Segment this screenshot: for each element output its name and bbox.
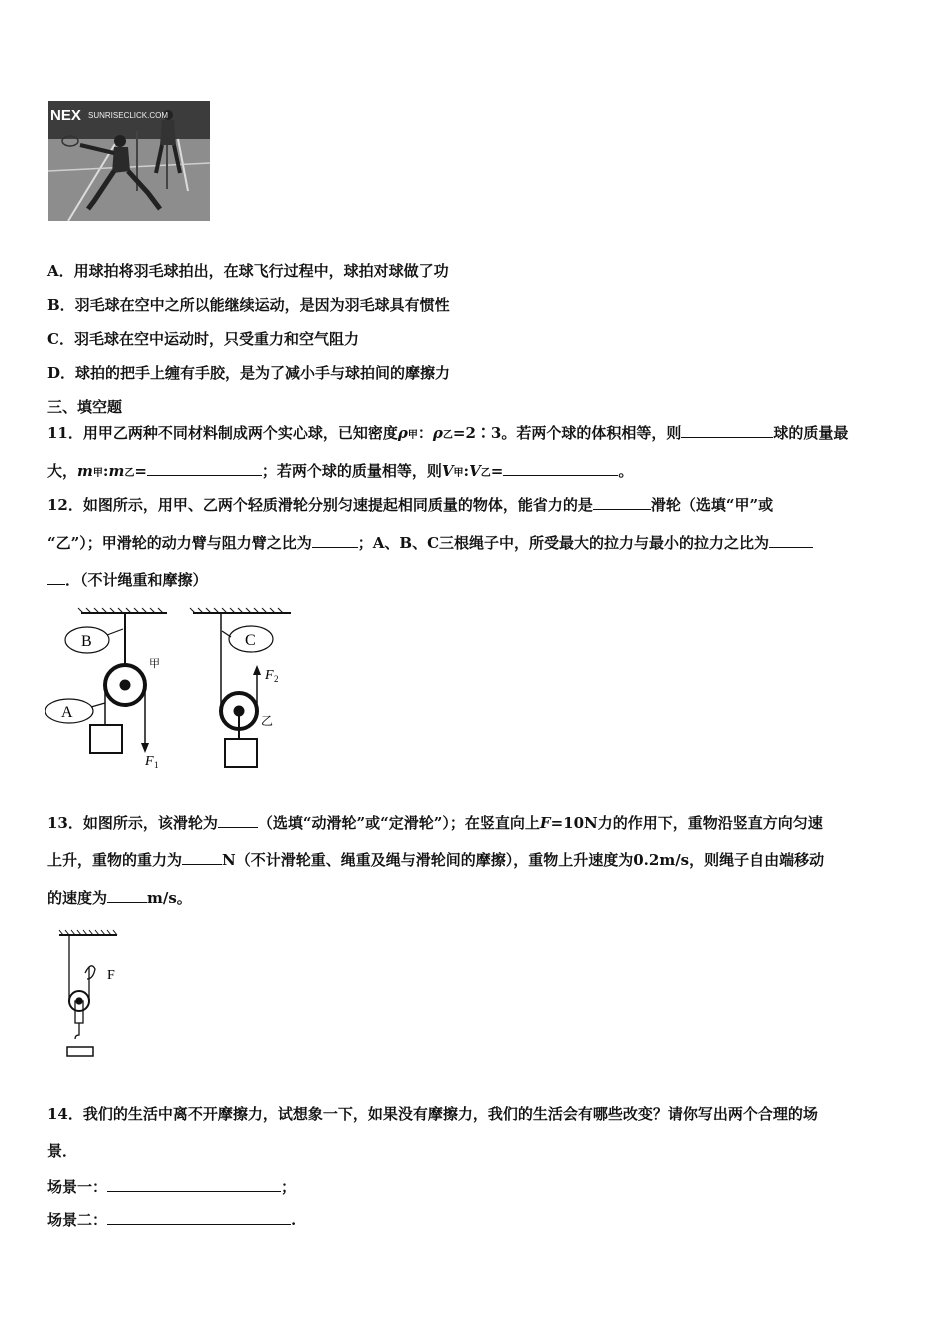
q12-line2-tail: ；A、B、C三根绳子中，所受最大的拉力与最小的拉力之比为 bbox=[357, 534, 770, 552]
option-d: D．球拍的把手上缠有手胶，是为了减小手与球拍间的摩擦力 bbox=[47, 364, 451, 382]
q14-blank-1[interactable] bbox=[107, 1176, 281, 1192]
q14-scene-1-end: ； bbox=[281, 1178, 297, 1196]
q13-blank-2[interactable] bbox=[182, 849, 222, 865]
q11-m-sep: : bbox=[102, 462, 109, 480]
label-f2: F bbox=[265, 668, 274, 683]
q12-line3-text: ．（不计绳重和摩擦） bbox=[65, 571, 208, 589]
option-b: B．羽毛球在空中之所以能继续运动，是因为羽毛球具有惯性 bbox=[47, 296, 450, 314]
q11-line2-start: 大， bbox=[47, 462, 78, 480]
photo-brand-text: NEX bbox=[50, 107, 81, 124]
q13-line1-text: 13．如图所示，该滑轮为 bbox=[47, 814, 218, 832]
q11-sub-yi: 乙 bbox=[442, 430, 453, 441]
q11-v-sub-yi: 乙 bbox=[480, 468, 491, 479]
q13-hand bbox=[85, 966, 95, 979]
q11-tail: 球的质量最 bbox=[773, 424, 849, 442]
q11-blank-2[interactable] bbox=[147, 460, 262, 476]
jia-pulley-axle bbox=[120, 680, 130, 690]
f1-arrow bbox=[141, 743, 149, 753]
label-a: A bbox=[61, 704, 73, 721]
q11-rho-jia: ρ bbox=[397, 424, 408, 442]
callout-a-pointer bbox=[91, 703, 105, 707]
q13-label-f: F bbox=[107, 968, 115, 983]
q11-line1 bbox=[47, 422, 848, 446]
q11-m-sub-yi: 乙 bbox=[124, 468, 135, 479]
callout-b-pointer bbox=[107, 629, 123, 635]
q11-line2 bbox=[47, 460, 633, 484]
q13-f-symbol: F bbox=[539, 814, 551, 832]
label-f2-sub: 2 bbox=[274, 674, 279, 684]
callout-c-pointer bbox=[222, 631, 231, 637]
q14-scene-2-label: 场景二： bbox=[47, 1211, 108, 1229]
jia-weight bbox=[90, 725, 122, 753]
q13-line1-tail: =10N力的作用下，重物沿竖直方向匀速 bbox=[550, 814, 823, 832]
q12-line3 bbox=[47, 569, 208, 590]
q11-v-yi: V bbox=[469, 462, 481, 480]
label-f1-sub: 1 bbox=[154, 760, 159, 770]
q12-blank-1[interactable] bbox=[593, 494, 651, 510]
f2-arrow bbox=[253, 665, 261, 675]
photo-sign-text: SUNRISECLICK.COM bbox=[88, 111, 169, 120]
q13-line2-tail: N（不计滑轮重、绳重及绳与滑轮间的摩擦），重物上升速度为0.2m/s，则绳子自由端移动 bbox=[222, 851, 825, 869]
q13-line2 bbox=[47, 849, 824, 870]
q12-line1-text: 12．如图所示，用甲、乙两个轻质滑轮分别匀速提起相同质量的物体，能省力的是 bbox=[47, 496, 593, 514]
q11-m-yi: m bbox=[108, 462, 125, 480]
q14-scene-1-label: 场景一： bbox=[47, 1178, 108, 1196]
q12-line2-text: “乙”）；甲滑轮的动力臂与阻力臂之比为 bbox=[47, 534, 312, 552]
q12-line1 bbox=[47, 494, 773, 515]
q11-intro: 11．用甲乙两种不同材料制成两个实心球，已知密度 bbox=[47, 424, 398, 442]
q11-v-sub-jia: 甲 bbox=[453, 468, 464, 479]
q13-line1 bbox=[47, 812, 823, 833]
q12-blank-3-cont[interactable] bbox=[47, 569, 65, 585]
q14-line2: 景． bbox=[47, 1142, 78, 1160]
q13-hook bbox=[75, 1023, 79, 1039]
q11-end: 。 bbox=[618, 462, 634, 480]
q11-m-sub-jia: 甲 bbox=[92, 468, 103, 479]
option-a: A．用球拍将羽毛球拍出，在球飞行过程中，球拍对球做了功 bbox=[47, 262, 449, 280]
q11-v-sep: : bbox=[463, 462, 470, 480]
label-f1: F bbox=[145, 754, 154, 769]
pulley-figure-q13 bbox=[55, 927, 135, 1063]
badminton-photo bbox=[48, 101, 210, 221]
section-title: 三、填空题 bbox=[47, 398, 123, 416]
q13-weight bbox=[67, 1047, 93, 1056]
q13-blank-1[interactable] bbox=[218, 812, 258, 828]
q11-blank-1[interactable] bbox=[681, 422, 773, 438]
label-b: B bbox=[81, 633, 92, 650]
q11-mid: ；若两个球的质量相等，则 bbox=[261, 462, 442, 480]
label-jia: 甲 bbox=[149, 657, 160, 670]
q13-line3-text: 的速度为 bbox=[47, 889, 108, 907]
q12-line2 bbox=[47, 532, 813, 553]
q12-line1-tail: 滑轮（选填“甲”或 bbox=[650, 496, 774, 514]
q11-colon: ： bbox=[417, 424, 433, 442]
q11-rho-yi: ρ bbox=[432, 424, 443, 442]
q14-scene-1 bbox=[47, 1176, 296, 1197]
q11-m-jia: m bbox=[77, 462, 93, 480]
label-yi: 乙 bbox=[261, 714, 274, 728]
q14-blank-2[interactable] bbox=[107, 1209, 291, 1225]
q13-line3-tail: m/s。 bbox=[147, 889, 192, 907]
q14-scene-2 bbox=[47, 1209, 296, 1230]
q14-scene-2-end: . bbox=[291, 1211, 297, 1229]
option-c: C．羽毛球在空中运动时，只受重力和空气阻力 bbox=[47, 330, 359, 348]
q11-sub-jia: 甲 bbox=[407, 430, 418, 441]
q11-ratio: =2∶3。若两个球的体积相等，则 bbox=[452, 424, 682, 442]
q11-blank-3[interactable] bbox=[503, 460, 618, 476]
pulley-figure-q12 bbox=[45, 607, 305, 777]
q12-blank-3[interactable] bbox=[769, 532, 813, 548]
yi-weight bbox=[225, 739, 257, 767]
q13-blank-3[interactable] bbox=[107, 887, 147, 903]
label-c: C bbox=[245, 632, 256, 649]
q11-v-jia: V bbox=[441, 462, 454, 480]
q13-line1-mid: （选填“动滑轮”或“定滑轮”）；在竖直向上 bbox=[257, 814, 540, 832]
q11-v-eq: = bbox=[490, 462, 504, 480]
q11-m-eq: = bbox=[134, 462, 147, 480]
q13-line3 bbox=[47, 887, 192, 908]
q14-line1: 14．我们的生活中离不开摩擦力，试想象一下，如果没有摩擦力，我们的生活会有哪些改变？请你写出两个合理的场 bbox=[47, 1105, 818, 1123]
q12-blank-2[interactable] bbox=[312, 532, 358, 548]
q13-line2-text: 上升，重物的重力为 bbox=[47, 851, 183, 869]
